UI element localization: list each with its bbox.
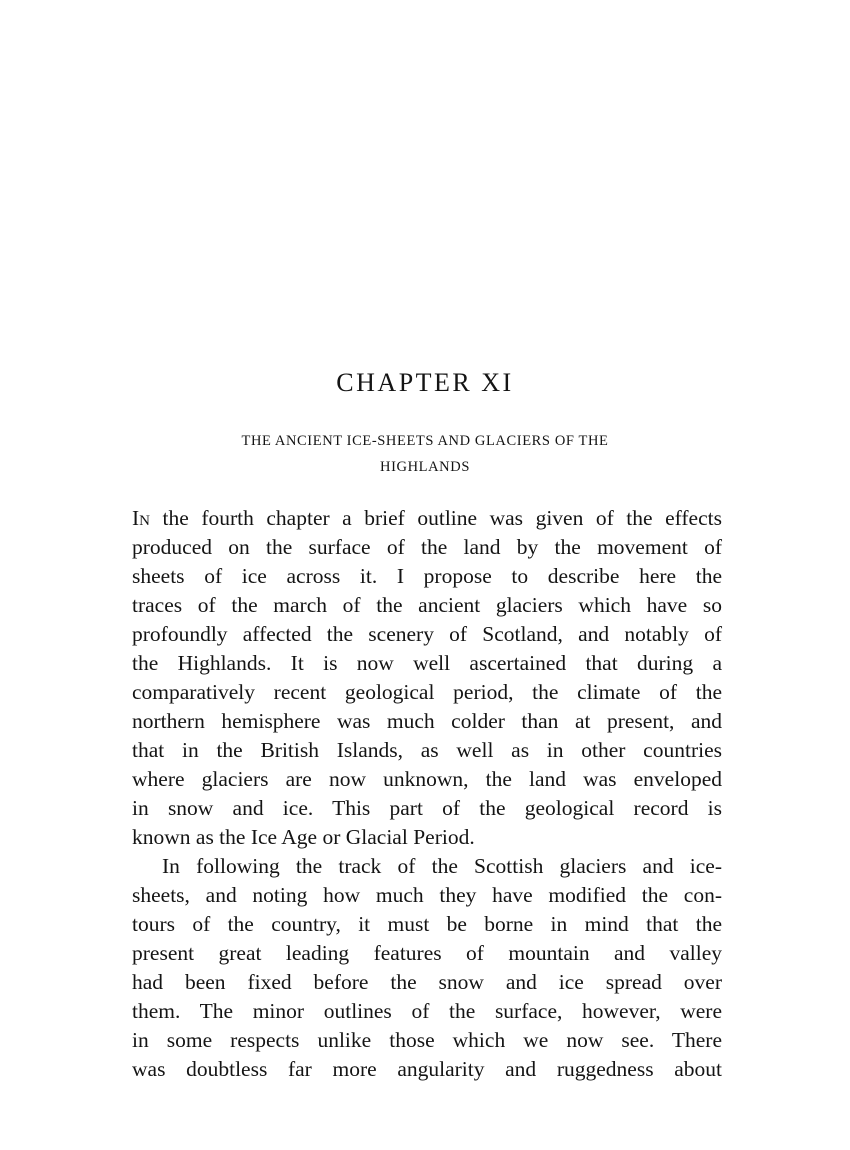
text-line-content: the fourth chapter a brief outline was given of the effects xyxy=(150,506,722,530)
chapter-subtitle xyxy=(170,428,680,480)
text-line xyxy=(132,504,722,533)
paragraph-2 xyxy=(132,852,722,1084)
chapter-subtitle-line: THE ANCIENT ICE-SHEETS AND GLACIERS OF THE xyxy=(241,433,609,449)
text-line: was doubtless far more angularity and ruggedness about xyxy=(132,1057,722,1081)
chapter-title: CHAPTER XI xyxy=(336,368,514,397)
text-line: tours of the country, it must be borne in mind that the xyxy=(132,912,722,936)
text-line: present great leading features of mountain and valley xyxy=(132,941,722,965)
text-line: traces of the march of the ancient glaciers which have so xyxy=(132,593,722,617)
text-line: comparatively recent geological period, the climate of the xyxy=(132,680,722,704)
text-line: produced on the surface of the land by the movement of xyxy=(132,535,722,559)
text-line: that in the British Islands, as well as in other countries xyxy=(132,738,722,762)
body-text xyxy=(132,504,722,1084)
text-line: in some respects unlike those which we now see. There xyxy=(132,1028,722,1052)
text-line: northern hemisphere was much colder than at present, and xyxy=(132,709,722,733)
opening-word: In xyxy=(132,506,150,530)
text-line: sheets of ice across it. I propose to describe here the xyxy=(132,564,722,588)
paragraph-1 xyxy=(132,504,722,852)
text-line: where glaciers are now unknown, the land was enveloped xyxy=(132,767,722,791)
text-line: sheets, and noting how much they have modified the con- xyxy=(132,883,722,907)
text-line: in snow and ice. This part of the geological record is xyxy=(132,796,722,820)
text-line: In following the track of the Scottish glaciers and ice- xyxy=(162,854,722,878)
text-line: profoundly affected the scenery of Scotland, and notably of xyxy=(132,622,722,646)
text-line: had been fixed before the snow and ice spread over xyxy=(132,970,722,994)
text-line: them. The minor outlines of the surface, however, were xyxy=(132,999,722,1023)
text-line: known as the Ice Age or Glacial Period. xyxy=(132,825,475,849)
text-line: the Highlands. It is now well ascertained that during a xyxy=(132,651,722,675)
chapter-subtitle-line: HIGHLANDS xyxy=(380,459,470,475)
